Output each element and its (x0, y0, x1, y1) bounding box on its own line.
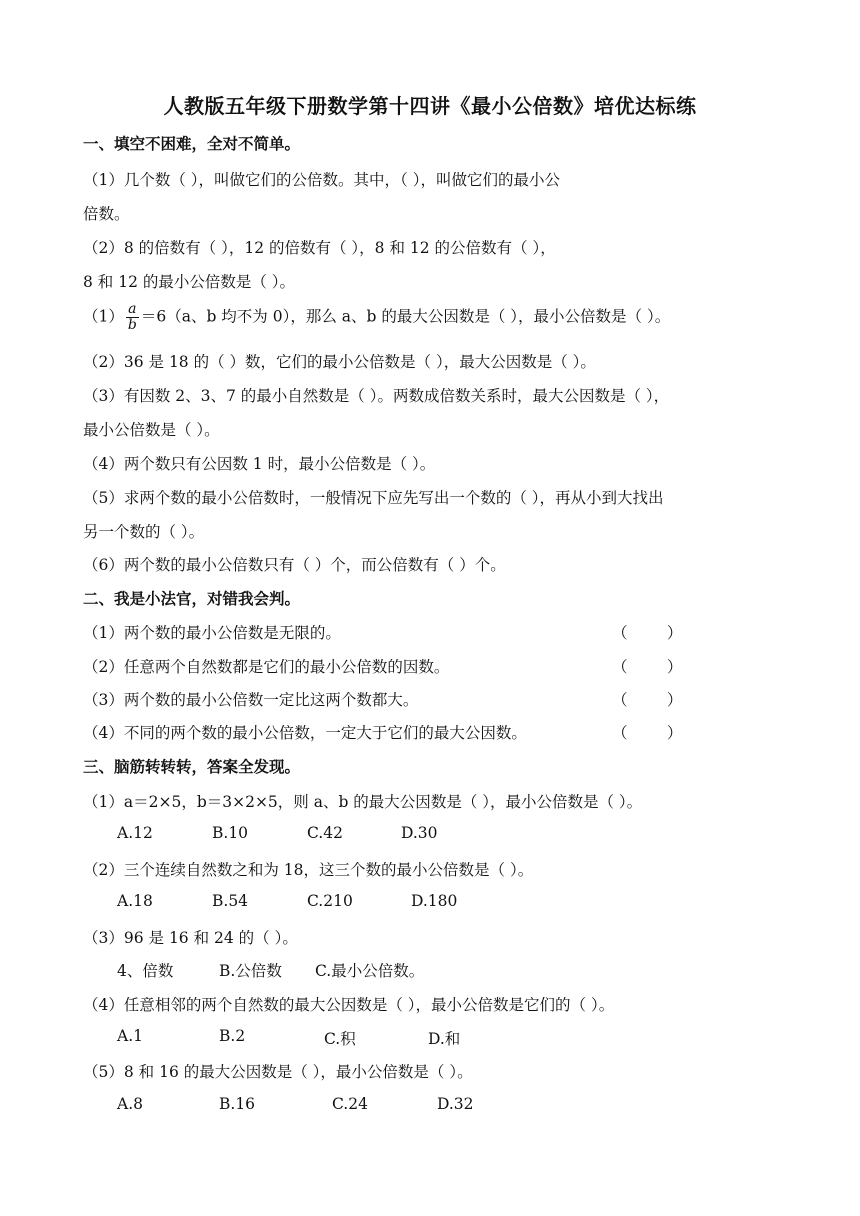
fill-question-3 (83, 302, 783, 333)
fill-question-1-line-2: 倍数。 (83, 205, 130, 223)
choice-question-5: （5）8 和 16 的最大公因数是（ ），最小公倍数是（ ）。 (83, 1063, 473, 1081)
judge-answer-2: （ ） (612, 658, 683, 676)
judge-answer-1: （ ） (612, 624, 683, 642)
fraction-numerator: a (126, 302, 139, 318)
fill-question-5-line-1: （3）有因数 2、3、7 的最小自然数是（ ）。两数成倍数关系时，最大公因数是（ ）， (83, 387, 670, 405)
judge-answer-4: （ ） (612, 724, 683, 742)
choice-1-option-b: B.10 (212, 824, 249, 842)
fill-question-2-line-1: （2）8 的倍数有（ ），12 的倍数有（ ），8 和 12 的公倍数有（ ）， (83, 239, 556, 257)
choice-4-option-c: C.积 (324, 1030, 356, 1048)
fill-question-7-line-2: 另一个数的（ ）。 (83, 523, 205, 541)
section-1-heading: 一、填空不困难，全对不简单。 (83, 134, 301, 153)
fraction-a-over-b (126, 302, 139, 333)
choice-1-option-d: D.30 (401, 824, 438, 842)
fill-question-2-line-2: 8 和 12 的最小公倍数是（ ）。 (83, 273, 296, 291)
judge-item-1: （1）两个数的最小公倍数是无限的。 (83, 624, 341, 642)
judge-item-4: （4）不同的两个数的最小公倍数，一定大于它们的最大公因数。 (83, 724, 527, 742)
choice-4-option-b: B.2 (219, 1027, 246, 1045)
choice-3-option-b: B.公倍数 (219, 962, 282, 980)
section-2-heading: 二、我是小法官，对错我会判。 (83, 589, 301, 608)
choice-2-option-a: A.18 (117, 892, 153, 910)
choice-3-option-c: C.最小公倍数。 (315, 962, 425, 980)
choice-5-option-d: D.32 (437, 1095, 474, 1113)
choice-question-1: （1）a＝2×5，b＝3×2×5，则 a、b 的最大公因数是（ ），最小公倍数是（ ）。 (83, 793, 643, 811)
choice-2-option-d: D.180 (411, 892, 458, 910)
choice-question-3: （3）96 是 16 和 24 的（ ）。 (83, 929, 298, 947)
judge-item-2: （2）任意两个自然数都是它们的最小公倍数的因数。 (83, 658, 450, 676)
fill-question-8: （6）两个数的最小公倍数只有（ ）个，而公倍数有（ ）个。 (83, 556, 506, 574)
fill-question-7-line-1: （5）求两个数的最小公倍数时，一般情况下应先写出一个数的（ ），再从小到大找出 (83, 489, 664, 507)
judge-answer-3: （ ） (612, 691, 683, 709)
section-3-heading: 三、脑筋转转转，答案全发现。 (83, 757, 301, 776)
fill-question-6: （4）两个数只有公因数 1 时，最小公倍数是（ ）。 (83, 455, 436, 473)
fill-question-3-rest: ＝6（a、b 均不为 0），那么 a、b 的最大公因数是（ ），最小公倍数是（ ）。 (140, 307, 671, 326)
choice-5-option-c: C.24 (332, 1095, 368, 1113)
choice-3-option-a: 4、倍数 (117, 962, 174, 980)
fill-question-1-line-1: （1）几个数（ ），叫做它们的公倍数。其中，（ ），叫做它们的最小公 (83, 171, 560, 189)
choice-question-2: （2）三个连续自然数之和为 18，这三个数的最小公倍数是（ ）。 (83, 861, 534, 879)
fill-question-4: （2）36 是 18 的（ ）数，它们的最小公倍数是（ ），最大公因数是（ ）。 (83, 353, 596, 371)
choice-2-option-b: B.54 (212, 892, 249, 910)
fill-question-5-line-2: 最小公倍数是（ ）。 (83, 421, 220, 439)
choice-4-option-a: A.1 (117, 1027, 143, 1045)
fill-question-3-prefix: （1） (83, 307, 124, 326)
choice-1-option-c: C.42 (307, 824, 343, 842)
choice-1-option-a: A.12 (117, 824, 153, 842)
choice-5-option-b: B.16 (219, 1095, 256, 1113)
fraction-denominator: b (127, 317, 137, 333)
choice-question-4: （4）任意相邻的两个自然数的最大公因数是（ ），最小公倍数是它们的（ ）。 (83, 996, 615, 1014)
choice-5-option-a: A.8 (117, 1095, 143, 1113)
judge-item-3: （3）两个数的最小公倍数一定比这两个数都大。 (83, 691, 419, 709)
page-title: 人教版五年级下册数学第十四讲《最小公倍数》培优达标练 (163, 94, 697, 118)
choice-2-option-c: C.210 (307, 892, 353, 910)
choice-4-option-d: D.和 (428, 1030, 461, 1048)
